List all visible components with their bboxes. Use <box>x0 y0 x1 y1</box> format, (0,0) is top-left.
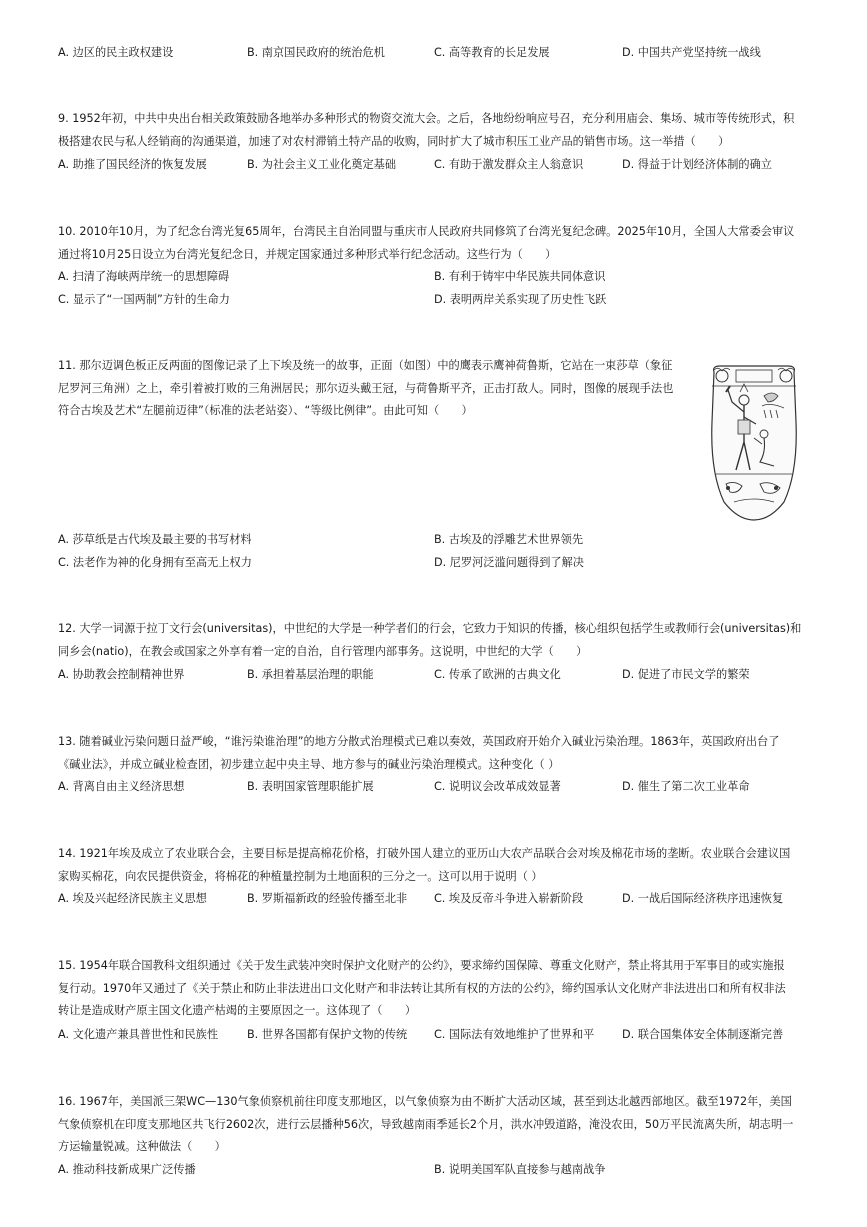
q15-options <box>58 1024 818 1046</box>
q11-option-d[interactable]: D. 尼罗河泛滥问题得到了解决 <box>434 556 584 569</box>
narmer-palette-illustration <box>704 362 804 522</box>
q10-options-row1 <box>58 266 818 288</box>
q11-line: 符合古埃及艺术“左腿前迈律”（标准的法老站姿）、“等级比例律”。由此可知（ ） <box>58 404 473 417</box>
q12-option-d[interactable]: D. 促进了市民文学的繁荣 <box>622 668 750 681</box>
q10-stem <box>58 221 810 266</box>
q14-stem <box>58 843 810 888</box>
q13-option-c[interactable]: C. 说明议会改革成效显著 <box>434 780 561 793</box>
q16-option-b[interactable]: B. 说明美国军队直接参与越南战争 <box>434 1163 606 1176</box>
q9-options <box>58 154 818 176</box>
q9-line: 9. 1952年初，中共中央出台相关政策鼓励各地举办多种形式的物资交流大会。之后，各地纷纷响应号召，充分利用庙会、集场、城市等传统形式，积 <box>58 112 795 125</box>
q14-line: 14. 1921年埃及成立了农业联合会，主要目标是提高棉花价格，打破外国人建立的亚历山大农产品联合会对埃及棉花市场的垄断。农业联合会建议国 <box>58 847 791 860</box>
q10-options-row2 <box>58 289 818 311</box>
q13-line: 13. 随着碱业污染问题日益严峻，“谁污染谁治理”的地方分散式治理模式已难以奏效，英国政府开始介入碱业污染治理。1863年，英国政府出台了 <box>58 735 780 748</box>
q11-options-row2 <box>58 552 818 574</box>
q11-line: 11. 那尔迈调色板正反两面的图像记录了上下埃及统一的故事，正面（如图）中的鹰表示鹰神荷鲁斯，它站在一束莎草（象征 <box>58 359 673 372</box>
narmer-palette-figure <box>704 362 804 522</box>
q15-option-d[interactable]: D. 联合国集体安全体制逐渐完善 <box>622 1028 784 1041</box>
q12-option-a[interactable]: A. 协助教会控制精神世界 <box>58 668 185 681</box>
q12-options <box>58 664 818 686</box>
q14-option-a[interactable]: A. 埃及兴起经济民族主义思想 <box>58 892 207 905</box>
q9-option-d[interactable]: D. 得益于计划经济体制的确立 <box>622 158 772 171</box>
q12-line: 同乡会(natio)，在教会或国家之外享有着一定的自治，自行管理内部事务。这说明，中世纪的大学（ ） <box>58 644 588 658</box>
q14-option-b[interactable]: B. 罗斯福新政的经验传播至北非 <box>247 892 408 905</box>
q15-option-b[interactable]: B. 世界各国都有保护文物的传统 <box>247 1028 408 1041</box>
q9-stem <box>58 108 810 153</box>
q15-line: 转让是造成财产原主国文化遗产枯竭的主要原因之一。这体现了（ ） <box>58 1004 417 1017</box>
q15-option-c[interactable]: C. 国际法有效地维护了世界和平 <box>434 1028 595 1041</box>
q16-stem <box>58 1091 810 1159</box>
q10-option-b[interactable]: B. 有利于铸牢中华民族共同体意识 <box>434 270 606 283</box>
q14-options <box>58 888 818 910</box>
q16-options-row1 <box>58 1159 818 1181</box>
q11-line: 尼罗河三角洲）之上，牵引着被打败的三角洲居民；那尔迈头戴王冠，与荷鲁斯平齐，正击打敌人。同时，图像的展现手法也 <box>58 381 674 395</box>
q8-options <box>58 42 818 64</box>
q14-option-d[interactable]: D. 一战后国际经济秩序迅速恢复 <box>622 892 784 905</box>
q13-line: 《碱业法》，并成立碱业检查团，初步建立起中央主导、地方参与的碱业污染治理模式。这种变化（ ） <box>58 757 560 771</box>
q15-line: 15. 1954年联合国教科文组织通过《关于发生武装冲突时保护文化财产的公约》，要求缔约国保障、尊重文化财产，禁止将其用于军事目的或实施报 <box>58 959 785 972</box>
q13-option-d[interactable]: D. 催生了第二次工业革命 <box>622 780 750 793</box>
q15-option-a[interactable]: A. 文化遗产兼具普世性和民族性 <box>58 1028 219 1041</box>
q12-line: 12. 大学一词源于拉丁文行会(universitas)，中世纪的大学是一种学者们的行会，它致力于知识的传播，核心组织包括学生或教师行会(universitas)和 <box>58 622 802 635</box>
q14-line: 家购买棉花，向农民提供资金，将棉花的种植量控制为土地面积的三分之一。这可以用于说明（ ） <box>58 869 543 883</box>
q8-option-a[interactable]: A. 边区的民主政权建设 <box>58 46 174 59</box>
q13-stem <box>58 731 810 776</box>
q8-option-c[interactable]: C. 高等教育的长足发展 <box>434 46 550 59</box>
q9-option-c[interactable]: C. 有助于激发群众主人翁意识 <box>434 158 584 171</box>
q11-options-row1 <box>58 529 818 551</box>
q10-line: 10. 2010年10月，为了纪念台湾光复65周年，台湾民主自治同盟与重庆市人民政府共同修筑了台湾光复纪念碑。2025年10月，全国人大常委会审议 <box>58 225 795 238</box>
q9-option-a[interactable]: A. 助推了国民经济的恢复发展 <box>58 158 207 171</box>
q11-option-c[interactable]: C. 法老作为神的化身拥有至高无上权力 <box>58 556 252 569</box>
q12-option-c[interactable]: C. 传承了欧洲的古典文化 <box>434 668 561 681</box>
q12-option-b[interactable]: B. 承担着基层治理的职能 <box>247 668 374 681</box>
q8-option-d[interactable]: D. 中国共产党坚持统一战线 <box>622 46 761 59</box>
q16-line: 气象侦察机在印度支那地区共飞行2602次，进行云层播种56次，导致越南雨季延长2个月，洪水冲毁道路，淹没农田，50万平民流离失所，胡志明一 <box>58 1117 794 1131</box>
q12-stem <box>58 618 810 663</box>
q9-line: 极搭建农民与私人经销商的沟通渠道，加速了对农村滞销土特产品的收购，同时扩大了城市积压工业产品的销售市场。这一举措（ ） <box>58 134 730 148</box>
q10-line: 通过将10月25日设立为台湾光复纪念日，并规定国家通过多种形式举行纪念活动。这些行为（ ） <box>58 247 557 261</box>
q10-option-a[interactable]: A. 扫清了海峡两岸统一的思想障碍 <box>58 270 230 283</box>
q13-options <box>58 776 818 798</box>
q8-option-b[interactable]: B. 南京国民政府的统治危机 <box>247 46 385 59</box>
q15-line: 复行动。1970年又通过了《关于禁止和防止非法进出口文化财产和非法转让其所有权的方法的公约》，缔约国承认文化财产非法进出口和所有权非法 <box>58 981 786 995</box>
q9-option-b[interactable]: B. 为社会主义工业化奠定基础 <box>247 158 397 171</box>
q10-option-d[interactable]: D. 表明两岸关系实现了历史性飞跃 <box>434 293 607 306</box>
q16-option-a[interactable]: A. 推动科技新成果广泛传播 <box>58 1163 196 1176</box>
q10-option-c[interactable]: C. 显示了“一国两制”方针的生命力 <box>58 293 230 306</box>
q11-option-b[interactable]: B. 古埃及的浮雕艺术世界领先 <box>434 533 584 546</box>
q14-option-c[interactable]: C. 埃及反帝斗争进入崭新阶段 <box>434 892 584 905</box>
q16-line: 方运输量锐减。这种做法（ ） <box>58 1140 226 1153</box>
q13-option-b[interactable]: B. 表明国家管理职能扩展 <box>247 780 374 793</box>
q11-stem <box>58 355 693 423</box>
q11-option-a[interactable]: A. 莎草纸是古代埃及最主要的书写材料 <box>58 533 252 546</box>
q15-stem <box>58 955 810 1023</box>
q16-line: 16. 1967年，美国派三架WC—130气象侦察机前往印度支那地区，以气象侦察为由不断扩大活动区域，甚至到达北越西部地区。截至1972年，美国 <box>58 1095 792 1108</box>
q13-option-a[interactable]: A. 背离自由主义经济思想 <box>58 780 185 793</box>
